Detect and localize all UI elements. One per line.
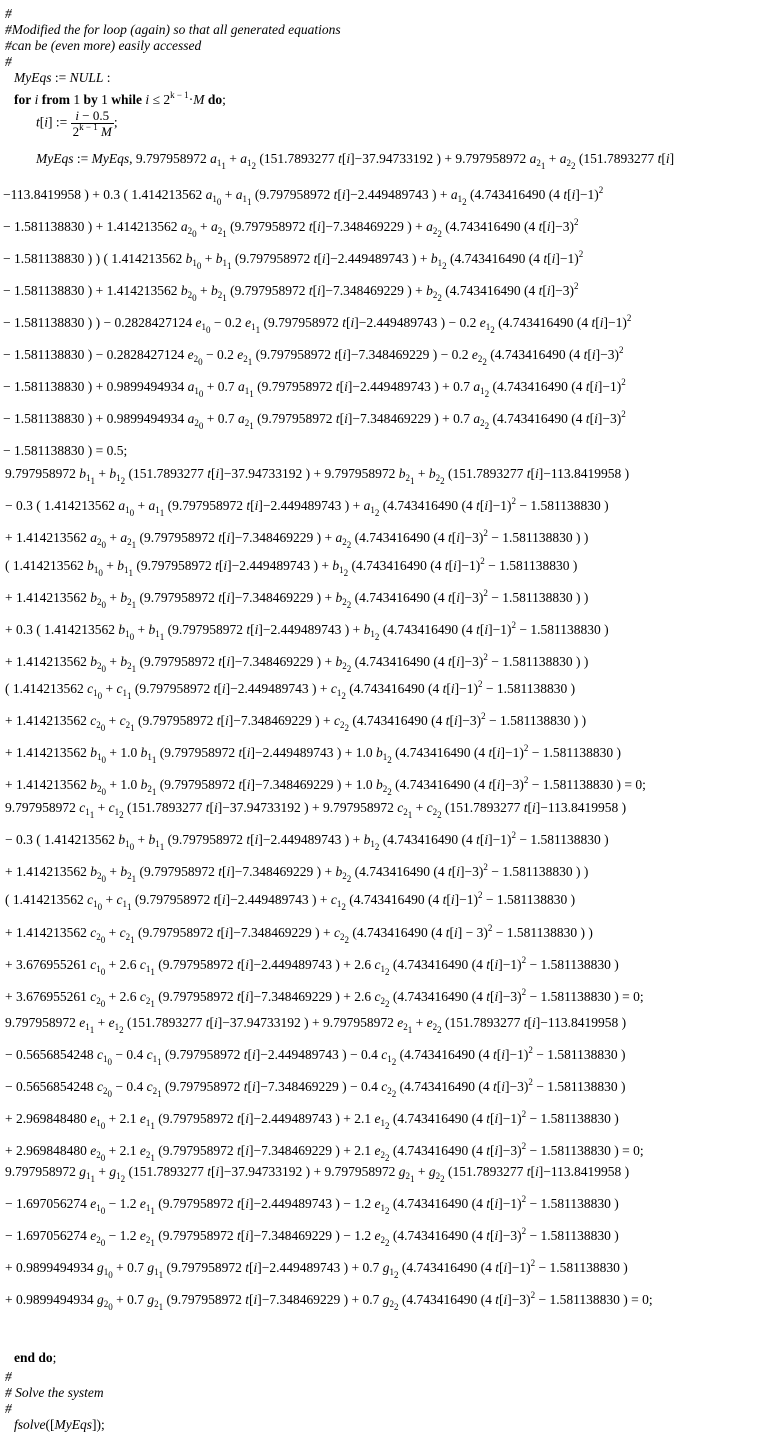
code-line: + 1.414213562 $a_{2_0} + a_{2_1}$ (9.797958972 t[i]−7.348469229 ) + $a_{2_2}$ (4.743416490 (4 t[i]−3)$^2$ − 1.581138830 ) )	[5, 528, 589, 550]
code-line: 9.797958972 $c_{1_1} + c_{1_2}$ (151.7893277 t[i]−37.94733192 ) + 9.797958972 $c_{2_1} + c_{2_2}$ (151.7893277 t[i]−113.8419958 )	[5, 800, 627, 820]
code-line: + 1.414213562 $c_{2_0} + c_{2_1}$ (9.797958972 t[i]−7.348469229 ) + $c_{2_2}$ (4.743416490 (4 t[i] − 3)$^2$ − 1.581138830 ) )	[5, 923, 593, 945]
code-line: − 1.581138830 ) ) ( 1.414213562 $b_{1_0} + b_{1_1}$ (9.797958972 t[i]−2.449489743 ) + $b_{1_2}$ (4.743416490 (4 t[i]−1)$^2$	[3, 249, 584, 271]
code-line: − 1.581138830 ) + 0.9899494934 $a_{1_0} + 0.7$ $a_{1_1}$ (9.797958972 t[i]−2.449489743 ) + 0.7 $a_{1_2}$ (4.743416490 (4 t[i]−1)$^2$	[3, 377, 626, 399]
code-line: + 1.414213562 $b_{2_0} + b_{2_1}$ (9.797958972 t[i]−7.348469229 ) + $b_{2_2}$ (4.743416490 (4 t[i]−3)$^2$ − 1.581138830 ) )	[5, 862, 589, 884]
comment-line: #	[5, 1401, 12, 1416]
code-line: − 1.697056274 $e_{1_0} - 1.2$ $e_{1_1}$ (9.797958972 t[i]−2.449489743 ) − 1.2 $e_{1_2}$ (4.743416490 (4 t[i]−1)$^2$ − 1.581138830 )	[5, 1194, 619, 1216]
comment-line: #can be (even more) easily accessed	[5, 38, 202, 53]
code-line: 9.797958972 $e_{1_1} + e_{1_2}$ (151.7893277 t[i]−37.94733192 ) + 9.797958972 $e_{2_1} + e_{2_2}$ (151.7893277 t[i]−113.8419958 )	[5, 1015, 627, 1035]
code-line: ( 1.414213562 $c_{1_0} + c_{1_1}$ (9.797958972 t[i]−2.449489743 ) + $c_{1_2}$ (4.743416490 (4 t[i]−1)$^2$ − 1.581138830 )	[5, 679, 576, 701]
code-line: − 1.581138830 ) + 1.414213562 $a_{2_0} + a_{2_1}$ (9.797958972 t[i]−7.348469229 ) + $a_{2_2}$ (4.743416490 (4 t[i]−3)$^2$	[3, 217, 579, 239]
code-line: + 2.969848480 $e_{2_0} + 2.1$ $e_{2_1}$ (9.797958972 t[i]−7.348469229 ) + 2.1 $e_{2_2}$ (4.743416490 (4 t[i]−3)$^2$ − 1.581138830 ) = 0;	[5, 1141, 644, 1163]
code-line: + 3.676955261 $c_{1_0} + 2.6$ $c_{1_1}$ (9.797958972 t[i]−2.449489743 ) + 2.6 $c_{1_2}$ (4.743416490 (4 t[i]−1)$^2$ − 1.581138830 )	[5, 955, 619, 977]
code-line: − 1.581138830 ) − 0.2828427124 $e_{2_0} - 0.2$ $e_{2_1}$ (9.797958972 t[i]−7.348469229 ) − 0.2 $e_{2_2}$ (4.743416490 (4 t[i]−3)$^2$	[3, 345, 624, 367]
code-line: + 3.676955261 $c_{2_0} + 2.6$ $c_{2_1}$ (9.797958972 t[i]−7.348469229 ) + 2.6 $c_{2_2}$ (4.743416490 (4 t[i]−3)$^2$ − 1.581138830 ) = 0;	[5, 987, 644, 1009]
code-line: − 1.581138830 ) + 0.9899494934 $a_{2_0} + 0.7$ $a_{2_1}$ (9.797958972 t[i]−7.348469229 ) + 0.7 $a_{2_2}$ (4.743416490 (4 t[i]−3)$^2$	[3, 409, 626, 431]
code-line: + 0.9899494934 $g_{1_0} + 0.7$ $g_{1_1}$ (9.797958972 t[i]−2.449489743 ) + 0.7 $g_{1_2}$ (4.743416490 (4 t[i]−1)$^2$ − 1.581138830 )	[5, 1258, 628, 1280]
code-line: + 0.9899494934 $g_{2_0} + 0.7$ $g_{2_1}$ (9.797958972 t[i]−7.348469229 ) + 0.7 $g_{2_2}$ (4.743416490 (4 t[i]−3)$^2$ − 1.581138830 ) = 0;	[5, 1290, 653, 1312]
code-line: − 0.3 ( 1.414213562 $b_{1_0} + b_{1_1}$ (9.797958972 t[i]−2.449489743 ) + $b_{1_2}$ (4.743416490 (4 t[i]−1)$^2$ − 1.581138830 )	[5, 830, 609, 852]
code-line: 9.797958972 $g_{1_1} + g_{1_2}$ (151.7893277 t[i]−37.94733192 ) + 9.797958972 $g_{2_1} + g_{2_2}$ (151.7893277 t[i]−113.8419958 )	[5, 1164, 630, 1184]
code-line: + 2.969848480 $e_{1_0} + 2.1$ $e_{1_1}$ (9.797958972 t[i]−2.449489743 ) + 2.1 $e_{1_2}$ (4.743416490 (4 t[i]−1)$^2$ − 1.581138830 )	[5, 1109, 619, 1131]
code-line: MyEqs := NULL :	[14, 70, 111, 85]
code-line: + 1.414213562 $b_{2_0} + 1.0$ $b_{2_1}$ (9.797958972 t[i]−7.348469229 ) + 1.0 $b_{2_2}$ (4.743416490 (4 t[i]−3)$^2$ − 1.581138830 ) = 0;	[5, 775, 646, 797]
code-line: MyEqs := MyEqs, 9.797958972 $a_{1_1} + a_{1_2}$ (151.7893277 t[i]−37.94733192 ) + 9.797958972 $a_{2_1} + a_{2_2}$ (151.7893277 t[i]	[36, 151, 675, 171]
code-line: t[i] := $\frac{i - 0.5}{2^{k - 1} M}$ ;	[36, 108, 118, 139]
code-line: fsolve([MyEqs]);	[14, 1417, 105, 1432]
code-line: end do;	[14, 1350, 57, 1365]
code-line: + 1.414213562 $c_{2_0} + c_{2_1}$ (9.797958972 t[i]−7.348469229 ) + $c_{2_2}$ (4.743416490 (4 t[i]−3)$^2$ − 1.581138830 ) )	[5, 711, 587, 733]
code-line: − 1.581138830 ) + 1.414213562 $b_{2_0} + b_{2_1}$ (9.797958972 t[i]−7.348469229 ) + $b_{2_2}$ (4.743416490 (4 t[i]−3)$^2$	[3, 281, 579, 303]
code-line: −113.8419958 ) + 0.3 ( 1.414213562 $a_{1_0} + a_{1_1}$ (9.797958972 t[i]−2.449489743 ) + $a_{1_2}$ (4.743416490 (4 t[i]−1)$^2$	[3, 185, 604, 207]
comment-line: # Solve the system	[5, 1385, 104, 1400]
code-line: + 1.414213562 $b_{1_0} + 1.0$ $b_{1_1}$ (9.797958972 t[i]−2.449489743 ) + 1.0 $b_{1_2}$ (4.743416490 (4 t[i]−1)$^2$ − 1.581138830 )	[5, 743, 621, 765]
code-line: 9.797958972 $b_{1_1} + b_{1_2}$ (151.7893277 t[i]−37.94733192 ) + 9.797958972 $b_{2_1} + b_{2_2}$ (151.7893277 t[i]−113.8419958 )	[5, 466, 630, 486]
comment-line: #	[5, 1369, 12, 1384]
code-line: + 1.414213562 $b_{2_0} + b_{2_1}$ (9.797958972 t[i]−7.348469229 ) + $b_{2_2}$ (4.743416490 (4 t[i]−3)$^2$ − 1.581138830 ) )	[5, 652, 589, 674]
code-line: − 1.697056274 $e_{2_0} - 1.2$ $e_{2_1}$ (9.797958972 t[i]−7.348469229 ) − 1.2 $e_{2_2}$ (4.743416490 (4 t[i]−3)$^2$ − 1.581138830 )	[5, 1226, 619, 1248]
code-line: − 0.3 ( 1.414213562 $a_{1_0} + a_{1_1}$ (9.797958972 t[i]−2.449489743 ) + $a_{1_2}$ (4.743416490 (4 t[i]−1)$^2$ − 1.581138830 )	[5, 496, 609, 518]
code-line: − 1.581138830 ) = 0.5;	[3, 443, 128, 458]
comment-line: #	[5, 6, 12, 21]
code-line: − 1.581138830 ) ) − 0.2828427124 $e_{1_0} - 0.2$ $e_{1_1}$ (9.797958972 t[i]−2.449489743 ) − 0.2 $e_{1_2}$ (4.743416490 (4 t[i]−1)$^2$	[3, 313, 632, 335]
code-line: ( 1.414213562 $b_{1_0} + b_{1_1}$ (9.797958972 t[i]−2.449489743 ) + $b_{1_2}$ (4.743416490 (4 t[i]−1)$^2$ − 1.581138830 )	[5, 556, 578, 578]
code-line: for i from 1 by 1 while $i \le 2^{k - 1}\cdot M$ do;	[14, 90, 226, 107]
code-line: − 0.5656854248 $c_{2_0} - 0.4$ $c_{2_1}$ (9.797958972 t[i]−7.348469229 ) − 0.4 $c_{2_2}$ (4.743416490 (4 t[i]−3)$^2$ − 1.581138830 )	[5, 1077, 626, 1099]
code-line: + 0.3 ( 1.414213562 $b_{1_0} + b_{1_1}$ (9.797958972 t[i]−2.449489743 ) + $b_{1_2}$ (4.743416490 (4 t[i]−1)$^2$ − 1.581138830 )	[5, 620, 609, 642]
comment-line: #	[5, 54, 12, 69]
code-line: + 1.414213562 $b_{2_0} + b_{2_1}$ (9.797958972 t[i]−7.348469229 ) + $b_{2_2}$ (4.743416490 (4 t[i]−3)$^2$ − 1.581138830 ) )	[5, 588, 589, 610]
comment-line: #Modified the for loop (again) so that all generated equations	[5, 22, 341, 37]
code-line: − 0.5656854248 $c_{1_0} - 0.4$ $c_{1_1}$ (9.797958972 t[i]−2.449489743 ) − 0.4 $c_{1_2}$ (4.743416490 (4 t[i]−1)$^2$ − 1.581138830 )	[5, 1045, 626, 1067]
code-line: ( 1.414213562 $c_{1_0} + c_{1_1}$ (9.797958972 t[i]−2.449489743 ) + $c_{1_2}$ (4.743416490 (4 t[i]−1)$^2$ − 1.581138830 )	[5, 890, 576, 912]
